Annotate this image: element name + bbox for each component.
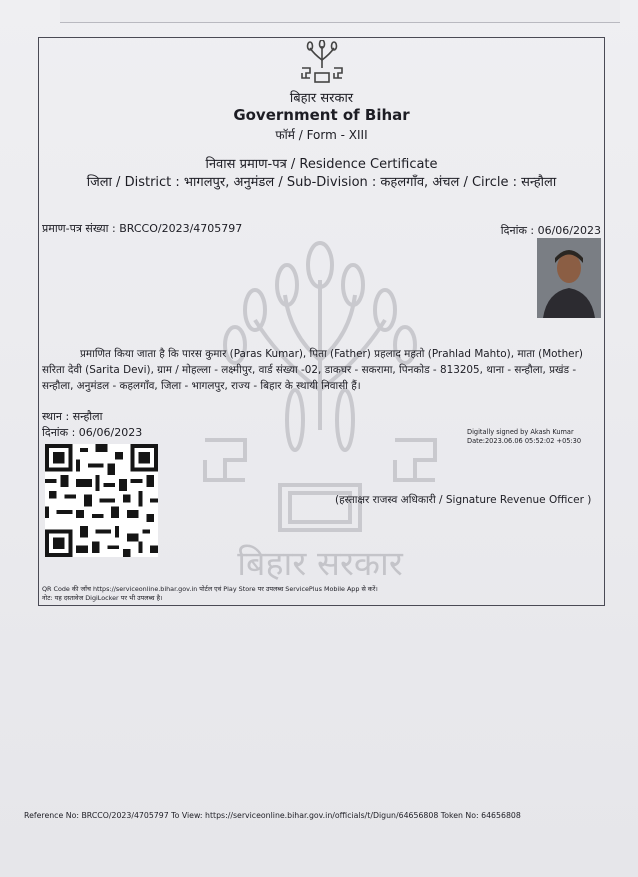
digital-signature-date: Date:2023.06.06 05:52:02 +05:30 bbox=[467, 437, 582, 445]
certificate-date: दिनांक : 06/06/2023 bbox=[500, 224, 601, 237]
certificate-body: प्रमाणित किया जाता है कि पारस कुमार (Paras Kumar), पिता (Father) प्रहलाद महतो (Prahlad Mahto), माता (Mother) सरिता देवी (Sarita Devi), ग्राम / मोहल्ला - लक्ष्मीपुर, वार्ड संख्या -02, डाकघर - सकरामा, पिनकोड - 813205, थाना - सन्हौला, प्रखंड - सन्हौला, अनुमंडल - कहलगाँव, जिला - भागलपुर, राज्य - बिहार के स्थायी निवासी हैं। bbox=[42, 348, 583, 392]
place-of-issue: स्थान : सन्हौला bbox=[42, 410, 103, 423]
watermark-emblem-icon bbox=[195, 240, 445, 585]
signature-role: (हस्ताक्षर राजस्व अधिकारी / Signature Revenue Officer ) bbox=[335, 494, 592, 506]
certificate-title: निवास प्रमाण-पत्र / Residence Certificate bbox=[205, 157, 438, 172]
bihar-emblem-icon bbox=[298, 40, 346, 86]
government-title: Government of Bihar bbox=[233, 106, 410, 124]
digital-signature bbox=[467, 428, 581, 446]
applicant-photo bbox=[537, 238, 601, 318]
form-number: फॉर्म / Form - XIII bbox=[275, 128, 368, 142]
digital-signature-signer: Digitally signed by Akash Kumar bbox=[467, 428, 574, 436]
state-name-hindi: बिहार सरकार bbox=[289, 91, 354, 106]
digilocker-note: नोट: यह दस्तावेज DigiLocker पर भी उपलब्ध है। bbox=[42, 594, 163, 602]
certificate-number: प्रमाण-पत्र संख्या : BRCCO/2023/4705797 bbox=[42, 222, 243, 235]
paper-fold bbox=[60, 0, 620, 23]
qr-code-icon bbox=[45, 444, 158, 557]
watermark-text: बिहार सरकार bbox=[237, 544, 403, 584]
district-line: जिला / District : भागलपुर, अनुमंडल / Sub-Division : कहलगाँव, अंचल / Circle : सन्हौला bbox=[86, 175, 557, 190]
qr-verification-note: QR Code की जाँच https://serviceonline.bihar.gov.in पोर्टल एवं Play Store पर उपलब्ध ServicePlus Mobile App से करें। bbox=[42, 585, 378, 593]
issue-date: दिनांक : 06/06/2023 bbox=[42, 426, 143, 439]
footer-reference: Reference No: BRCCO/2023/4705797 To View: https://serviceonline.bihar.gov.in/officials/t/Digun/64656808 Token No: 64656808 bbox=[24, 811, 521, 820]
